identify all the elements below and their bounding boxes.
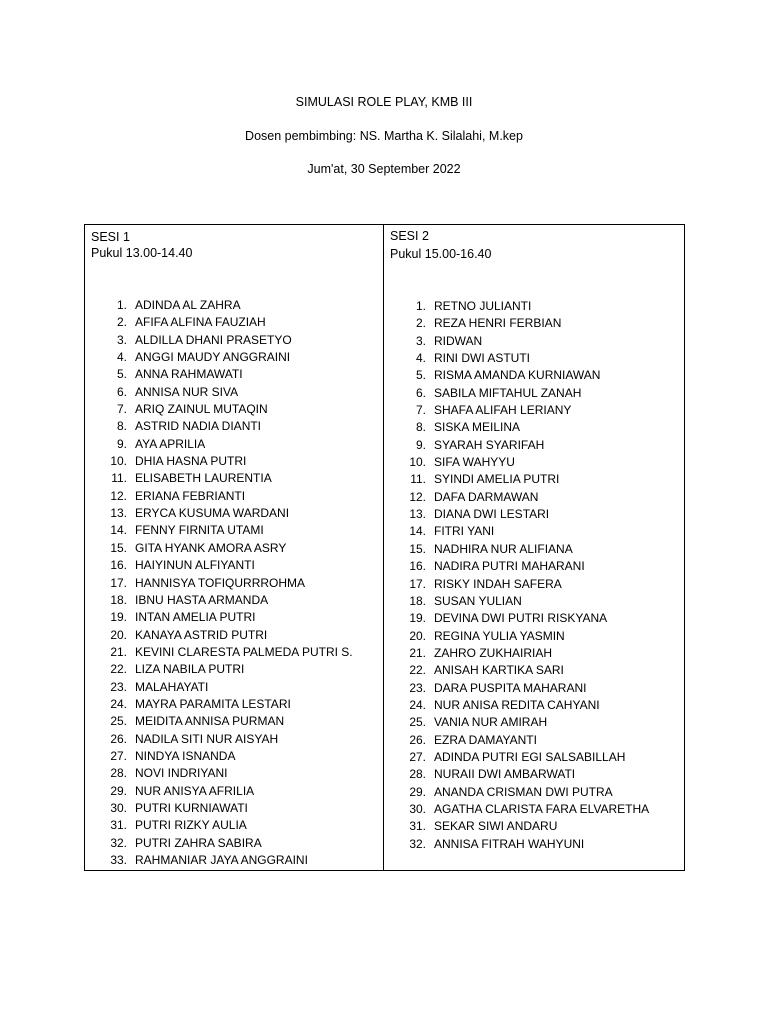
student-name: SHAFA ALIFAH LERIANY: [434, 403, 572, 418]
list-item-number: 16.: [409, 559, 426, 574]
student-name: PUTRI ZAHRA SABIRA: [135, 835, 262, 850]
student-name: KEVINI CLARESTA PALMEDA PUTRI S.: [135, 644, 353, 659]
student-name: VANIA NUR AMIRAH: [434, 715, 548, 730]
list-item-number: 8.: [415, 420, 426, 435]
student-name: ERIANA FEBRIANTI: [135, 488, 246, 503]
student-name: FITRI YANI: [434, 524, 495, 539]
list-item-number: 15.: [409, 541, 426, 556]
student-name: ANISAH KARTIKA SARI: [434, 663, 564, 678]
student-name: NINDYA ISNANDA: [135, 748, 236, 763]
student-name: AGATHA CLARISTA FARA ELVARETHA: [434, 801, 650, 816]
list-item-number: 12.: [409, 489, 426, 504]
student-name: PUTRI KURNIAWATI: [135, 800, 248, 815]
list-item-number: 20.: [110, 627, 127, 642]
list-item-number: 2.: [116, 315, 127, 330]
student-name: RAHMANIAR JAYA ANGGRAINI: [135, 853, 308, 867]
student-name: DEVINA DWI PUTRI RISKYANA: [434, 611, 608, 626]
student-name: SYARAH SYARIFAH: [434, 437, 545, 452]
list-item-number: 12.: [110, 488, 127, 503]
list-item-number: 11.: [410, 472, 426, 487]
session-2-label: SESI 2: [390, 229, 429, 243]
list-item-number: 3.: [116, 332, 127, 347]
student-name: RETNO JULIANTI: [434, 299, 532, 313]
student-name: NURAII DWI AMBARWATI: [434, 767, 576, 782]
list-item-number: 28.: [409, 767, 426, 782]
list-item-number: 17.: [409, 576, 426, 591]
list-item-number: 23.: [110, 679, 127, 694]
student-name: ANGGI MAUDY ANGGRAINI: [135, 350, 291, 365]
student-name: REZA HENRI FERBIAN: [434, 316, 562, 331]
list-item-number: 25.: [409, 715, 426, 730]
list-item-number: 6.: [116, 384, 127, 399]
student-name: NADHIRA NUR ALIFIANA: [434, 541, 573, 556]
student-name: RIDWAN: [434, 333, 483, 348]
list-item-number: 15.: [110, 540, 127, 555]
list-item-number: 26.: [110, 731, 127, 746]
document-title: SIMULASI ROLE PLAY, KMB III: [295, 95, 473, 109]
list-item-number: 8.: [116, 419, 127, 434]
student-name: ADINDA AL ZAHRA: [135, 298, 241, 312]
list-item-number: 21.: [409, 645, 426, 660]
list-item-number: 7.: [415, 403, 426, 418]
student-name: PUTRI RIZKY AULIA: [135, 818, 247, 833]
list-item-number: 24.: [409, 697, 426, 712]
list-item-number: 9.: [415, 437, 426, 452]
list-item-number: 27.: [409, 749, 426, 764]
list-item-number: 2.: [415, 316, 426, 331]
list-item-number: 28.: [110, 766, 127, 781]
student-name: NUR ANISA REDITA CAHYANI: [434, 697, 600, 712]
session-2-column: [384, 225, 684, 870]
list-item-number: 10.: [409, 455, 426, 470]
student-name: ASTRID NADIA DIANTI: [135, 419, 262, 434]
student-name: NUR ANISYA AFRILIA: [135, 783, 255, 798]
student-name: IBNU HASTA ARMANDA: [135, 592, 269, 607]
student-name: NADIRA PUTRI MAHARANI: [434, 559, 585, 574]
student-name: SEKAR SIWI ANDARU: [434, 819, 558, 834]
student-name: NOVI INDRIYANI: [135, 766, 228, 781]
student-name: DARA PUSPITA MAHARANI: [434, 680, 587, 695]
list-item-number: 24.: [110, 696, 127, 711]
student-name: MALAHAYATI: [135, 679, 209, 694]
list-item-number: 20.: [409, 628, 426, 643]
list-item-number: 31.: [409, 819, 426, 834]
list-item-number: 13.: [110, 506, 127, 521]
list-item-number: 27.: [110, 748, 127, 763]
list-item-number: 16.: [110, 558, 127, 573]
student-name: SISKA MEILINA: [434, 420, 521, 435]
student-name: AFIFA ALFINA FAUZIAH: [135, 315, 266, 330]
student-name: GITA HYANK AMORA ASRY: [135, 540, 287, 555]
list-item-number: 33.: [110, 853, 127, 867]
student-name: RINI DWI ASTUTI: [434, 351, 530, 366]
list-item-number: 32.: [409, 836, 426, 851]
list-item-number: 19.: [409, 611, 426, 626]
student-name: DIANA DWI LESTARI: [434, 507, 550, 522]
list-item-number: 5.: [415, 368, 426, 383]
list-item-number: 17.: [110, 575, 127, 590]
student-name: KANAYA ASTRID PUTRI: [135, 627, 268, 642]
student-name: SABILA MIFTAHUL ZANAH: [434, 385, 582, 400]
student-name: FENNY FIRNITA UTAMI: [135, 523, 264, 538]
student-name: ANNISA FITRAH WAHYUNI: [434, 836, 585, 851]
student-name: INTAN AMELIA PUTRI: [135, 610, 256, 625]
list-item-number: 14.: [409, 524, 426, 539]
list-item-number: 5.: [116, 367, 127, 382]
student-name: AYA APRILIA: [135, 436, 206, 451]
student-name: RISKY INDAH SAFERA: [434, 576, 562, 591]
student-name: ANANDA CRISMAN DWI PUTRA: [434, 784, 613, 799]
student-name: DHIA HASNA PUTRI: [135, 454, 247, 469]
list-item-number: 19.: [110, 610, 127, 625]
session-1-label: SESI 1: [91, 230, 130, 244]
session-table: [84, 224, 685, 871]
list-item-number: 30.: [409, 801, 426, 816]
session-1-column: [85, 225, 384, 870]
lecturer-line: Dosen pembimbing: NS. Martha K. Silalahi, M.kep: [245, 129, 523, 143]
list-item-number: 18.: [110, 592, 127, 607]
list-item-number: 1.: [415, 299, 426, 313]
list-item-number: 26.: [409, 732, 426, 747]
student-name: MAYRA PARAMITA LESTARI: [135, 696, 291, 711]
student-name: ANNA RAHMAWATI: [135, 367, 243, 382]
list-item-number: 31.: [110, 818, 127, 833]
list-item-number: 7.: [116, 402, 127, 417]
student-name: SYINDI AMELIA PUTRI: [434, 472, 560, 487]
student-name: SIFA WAHYYU: [434, 455, 515, 470]
list-item-number: 25.: [110, 714, 127, 729]
list-item-number: 22.: [110, 662, 127, 677]
student-name: RISMA AMANDA KURNIAWAN: [434, 368, 601, 383]
student-name: MEIDITA ANNISA PURMAN: [135, 714, 285, 729]
date-line: Jum'at, 30 September 2022: [307, 162, 461, 176]
student-name: ERYCA KUSUMA WARDANI: [135, 506, 290, 521]
list-item-number: 14.: [110, 523, 127, 538]
student-name: NADILA SITI NUR AISYAH: [135, 731, 279, 746]
student-name: LIZA NABILA PUTRI: [135, 662, 245, 677]
list-item-number: 4.: [116, 350, 127, 365]
list-item-number: 9.: [116, 436, 127, 451]
student-name: DAFA DARMAWAN: [434, 489, 539, 504]
list-item-number: 6.: [415, 385, 426, 400]
list-item-number: 29.: [409, 784, 426, 799]
list-item-number: 23.: [409, 680, 426, 695]
student-name: ADINDA PUTRI EGI SALSABILLAH: [434, 749, 626, 764]
list-item-number: 22.: [409, 663, 426, 678]
list-item-number: 13.: [409, 507, 426, 522]
student-name: ALDILLA DHANI PRASETYO: [135, 332, 292, 347]
student-name: ZAHRO ZUKHAIRIAH: [434, 645, 553, 660]
list-item-number: 30.: [110, 800, 127, 815]
session-1-time: Pukul 13.00-14.40: [91, 246, 193, 260]
list-item-number: 4.: [415, 351, 426, 366]
student-name: SUSAN YULIAN: [434, 593, 522, 608]
student-name: ANNISA NUR SIVA: [135, 384, 239, 399]
student-name: HANNISYA TOFIQURRROHMA: [135, 575, 306, 590]
student-name: EZRA DAMAYANTI: [434, 732, 537, 747]
list-item-number: 10.: [110, 454, 127, 469]
student-name: REGINA YULIA YASMIN: [434, 628, 565, 643]
student-name: HAIYINUN ALFIYANTI: [135, 558, 255, 573]
list-item-number: 1.: [116, 298, 127, 312]
list-item-number: 29.: [110, 783, 127, 798]
list-item-number: 32.: [110, 835, 127, 850]
list-item-number: 3.: [415, 333, 426, 348]
student-name: ELISABETH LAURENTIA: [135, 471, 272, 486]
list-item-number: 21.: [110, 644, 127, 659]
session-2-time: Pukul 15.00-16.40: [390, 247, 492, 261]
list-item-number: 18.: [409, 593, 426, 608]
list-item-number: 11.: [111, 471, 127, 486]
student-name: ARIQ ZAINUL MUTAQIN: [135, 402, 268, 417]
